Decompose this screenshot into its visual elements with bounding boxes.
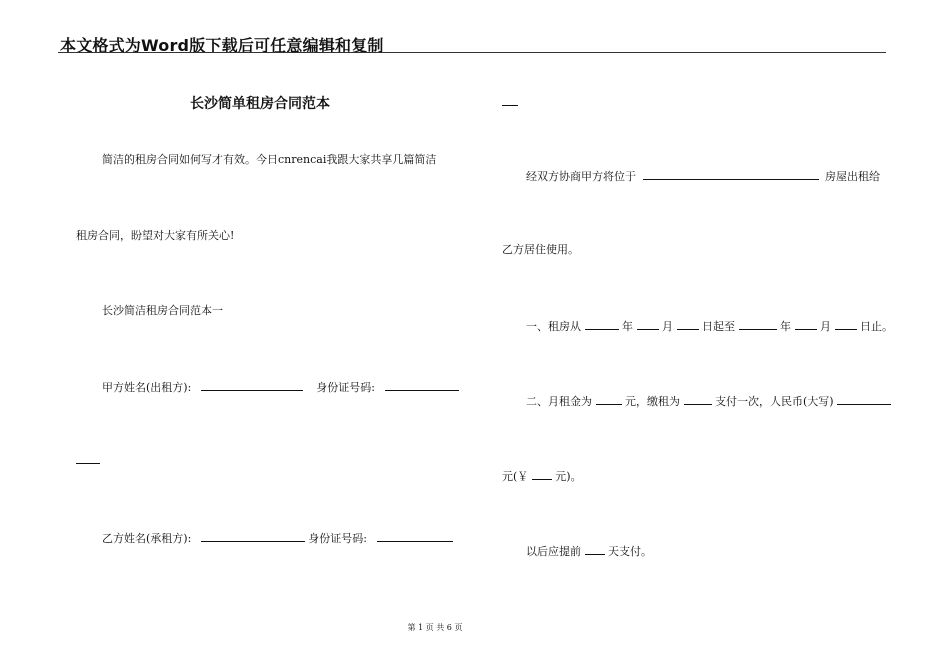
term-end-year-blank [739,318,777,330]
party-b-row [102,530,453,546]
party-a-id-blank [385,379,459,391]
intro-line-1: 简洁的租房合同如何写才有效。今日cnrencai我跟大家共享几篇简洁 [102,153,437,166]
party-b-label: 乙方姓名(承租方): [102,532,192,545]
term-end-month-blank [795,318,817,330]
rent-cycle-blank [684,393,712,405]
party-a-label: 甲方姓名(出租方): [102,381,192,394]
section-title: 长沙简洁租房合同范本一 [102,304,223,317]
rent-row [526,393,891,409]
payment-a: 以后应提前 [526,545,581,558]
term-start-month-blank [637,318,659,330]
party-b-id-label: 身份证号码: [308,532,368,545]
term-row [526,318,893,334]
banner-divider [58,52,886,53]
term-from: 日起至 [702,320,735,333]
page-number: 第 1 页 共 6 页 [407,623,463,632]
term-end: 日止。 [860,320,893,333]
party-a-id-label: 身份证号码: [316,381,376,394]
clause-intro-line-2: 乙方居住使用。 [502,243,579,256]
term-year: 年 [622,320,633,333]
term-year-2: 年 [780,320,791,333]
party-b-id-blank [377,530,453,542]
clause-intro-a: 经双方协商甲方将位于 [526,170,636,183]
rent-amount-blank [596,393,622,405]
clause-intro-row [526,168,880,184]
term-start-year-blank [585,318,619,330]
document-title: 长沙简单租房合同范本 [190,96,330,112]
term-start-day-blank [677,318,699,330]
rent-line-2 [502,468,582,484]
term-end-day-blank [835,318,857,330]
column-top-mark [502,105,518,106]
party-a-id-blank-continued [76,463,100,464]
clause-intro-b: 房屋出租给 [825,170,880,183]
party-b-name-blank [201,530,305,542]
property-address-blank [643,168,819,180]
payment-b: 天支付。 [608,545,652,558]
rent-figure-blank [532,468,552,480]
party-a-name-blank [201,379,303,391]
intro-line-2: 租房合同，盼望对大家有所关心! [76,229,235,242]
rent-line-2-a: 元(￥ [502,470,529,483]
party-a-row [102,379,459,395]
rent-cycle: 支付一次，人民币(大写) [715,395,834,408]
payment-days-blank [585,543,605,555]
rent-label: 二、月租金为 [526,395,592,408]
term-month-2: 月 [820,320,831,333]
rent-line-2-b: 元)。 [555,470,582,483]
term-month: 月 [662,320,673,333]
term-label: 一、租房从 [526,320,581,333]
rent-unit: 元，缴租为 [625,395,680,408]
rent-capital-blank [837,393,891,405]
document-banner: 本文格式为Word版下载后可任意编辑和复制 [60,36,384,55]
payment-row [526,543,652,559]
